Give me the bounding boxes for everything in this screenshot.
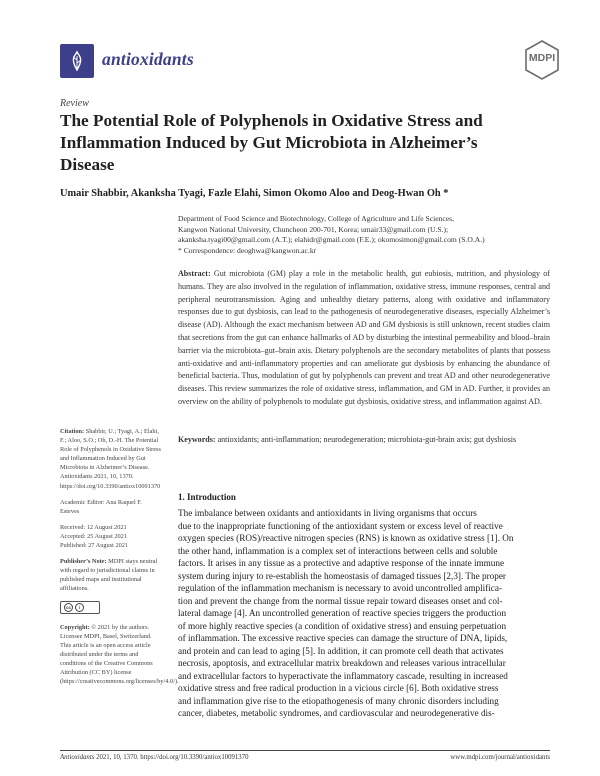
cc-license-badge[interactable] xyxy=(60,601,100,614)
introduction-body xyxy=(178,507,550,720)
citation-label: Citation: xyxy=(60,428,85,435)
mdpi-wordmark: MDPI xyxy=(528,52,556,64)
intro-line: and protein and can lead to aging [5]. In addition, it can promote cell death that activates xyxy=(178,645,504,656)
journal-header xyxy=(60,44,560,78)
article-type: Review xyxy=(60,98,89,109)
correspondence-line[interactable]: * Correspondence: deoghwa@kangwon.ac.kr xyxy=(178,245,317,255)
abstract xyxy=(178,268,550,409)
abstract-label: Abstract: xyxy=(178,269,211,278)
publisher-note xyxy=(60,557,162,593)
cc-icon: cc xyxy=(65,604,71,610)
attribution-icon: i xyxy=(75,603,84,612)
author-list: Umair Shabbir, Akanksha Tyagi, Fazle Elahi, Simon Okomo Aloo and Deog-Hwan Oh * xyxy=(60,188,449,199)
intro-line: cancer, diabetes, metabolic syndromes, and cardiovascular and neurodegenerative dis- xyxy=(178,708,495,718)
accepted-date: Accepted: 25 August 2021 xyxy=(60,532,127,540)
footer-divider xyxy=(60,750,550,751)
published-date: Published: 27 August 2021 xyxy=(60,542,129,550)
intro-line: system during injury to re-establish the homeostasis of damaged tissues [2,3]. The proper xyxy=(178,570,506,581)
abstract-text: Gut microbiota (GM) play a role in the metabolic health, gut eubiosis, nutrition, and physiology of humans. They are also involved in the regulation of inflammation, oxidative stress, immune responses, central and peripheral neurotransmission. Aging and unhealthy dietary patterns, along with oxidative and inflammatory responses due to gut dysbiosis, can lead to the pathogenesis of neurodegenerative diseases, especially Alzheimer’s disease (AD). Although the exact mechanism between AD and GM dysbiosis is still unknown, recent studies claim that secretions from the gut can enhance hallmarks of AD by disturbing the intestinal permeability and blood–brain barrier via the microbiota–gut–brain axis. Dietary polyphenols are the secondary metabolites of plants that possess anti-oxidative and anti-inflammatory properties and can ameliorate gut dysbiosis by enhancing the abundance of beneficial bacteria. Thus, modulation of gut by polyphenols can prevent and treat AD and other neurodegenerative diseases. This review summarizes the role of oxidative stress, inflammation, and GM in AD. Further, it provides an overview on the ability of polyphenols to modulate gut dysbiosis, oxidative stress, and inflammation against AD. xyxy=(178,269,550,406)
academic-editor: Academic Editor: Ana Raquel F. Esteves xyxy=(60,498,142,515)
intro-line: of more highly reactive species (a condition of oxidative stress) and ensuing perpetuation xyxy=(178,620,507,631)
intro-line: of inflammation. The excessive reactive species can damage the structure of DNA, lipids, xyxy=(178,633,508,643)
keywords-text: antioxidants; anti-inflammation; neurodegeneration; microbiota-gut-brain axis; gut dysbiosis xyxy=(217,435,517,444)
article-title: The Potential Role of Polyphenols in Oxidative Stress and Inflammation Induced by Gut Microbiota in Alzheimer’s Disease xyxy=(60,111,483,174)
journal-logo-icon xyxy=(60,44,94,78)
publisher-note-text: MDPI stays neutral with regard to jurisdictional claims in published maps and institutional affiliations. xyxy=(60,558,158,593)
section-heading: 1. Introduction xyxy=(178,492,236,502)
intro-line: necrosis, apoptosis, and extracellular matrix breakdown and releases various intracellular xyxy=(178,658,506,668)
intro-line: the other hand, inflammation is a complex set of interactions between cells and soluble xyxy=(178,545,498,556)
intro-line: tion and prevent the change from the normal tissue repair toward diseases onset and col- xyxy=(178,595,503,606)
citation-text[interactable]: Shabbir, U.; Tyagi, A.; Elahi, F.; Aloo, S.O.; Oh, D.-H. The Potential Role of Polyphenols in Oxidative Stress and Inflammation Induced by Gut Microbiota in Alzheimer’s Disease. Antioxidants 2021, 10, 1370. https://doi.org/10.3390/antiox10091370 xyxy=(60,428,161,490)
dates-block xyxy=(60,523,162,550)
copyright-label: Copyright: xyxy=(60,623,90,631)
intro-line: oxygen species (ROS)/reactive nitrogen species (RNS) is known as oxidative stress [1]. On xyxy=(178,533,514,543)
intro-line: due to the inappropriate functioning of the antioxidant system or excess level of reactive xyxy=(178,520,503,531)
copyright-text[interactable]: © 2021 by the authors. Licensee MDPI, Basel, Switzerland. This article is an open access article distributed under the terms and conditions of the Creative Commons Attribution (CC BY) license (https://creativecommons.org/licenses/by/4.0/). xyxy=(60,623,179,686)
article-info-sidebar xyxy=(60,427,179,693)
intro-line: factors. It arises in any tissue as a protective and adaptive response of the innate immune xyxy=(178,558,505,568)
keywords xyxy=(178,434,550,447)
intro-line: The imbalance between oxidants and antioxidants in living organisms that occurs xyxy=(178,508,477,518)
publisher-note-label: Publisher’s Note: xyxy=(60,558,107,566)
intro-line: and inflammation give rise to the etiopathogenesis of many chronic disorders including xyxy=(178,695,499,706)
received-date: Received: 12 August 2021 xyxy=(60,523,127,531)
intro-line: lateral damage [4]. An uncontrolled generation of reactive species triggers the production xyxy=(178,608,507,618)
mdpi-logo-icon[interactable] xyxy=(524,40,560,80)
footer-doi[interactable]: 2021, 10, 1370. https://doi.org/10.3390/antiox10091370 xyxy=(96,754,249,761)
footer-journal: Antioxidants xyxy=(60,754,95,761)
intro-line: oxidative stress and free radical production in a vicious circle [6]. Both oxidative stress xyxy=(178,683,499,693)
intro-line: and extracellular factors to hyperactivate the inflammatory cascade, resulting in increased xyxy=(178,670,508,681)
affiliation-line: Kangwon National University, Chuncheon 200-701, Korea; umair33@gmail.com (U.S.); xyxy=(178,224,449,234)
footer-citation xyxy=(60,754,249,761)
journal-name[interactable]: antioxidants xyxy=(102,49,194,69)
copyright-block xyxy=(60,623,179,687)
keywords-label: Keywords: xyxy=(178,435,216,444)
footer-url[interactable]: www.mdpi.com/journal/antioxidants xyxy=(450,754,550,761)
citation-block xyxy=(60,427,162,491)
affiliation-block xyxy=(178,214,548,256)
intro-line: regulation of the inflammation mechanism is necessary to avoid uncontrolled amplifica- xyxy=(178,583,503,593)
affiliation-line: Department of Food Science and Biotechnology, College of Agriculture and Life Sciences, xyxy=(178,214,454,223)
affiliation-line[interactable]: akanksha.tyagi00@gmail.com (A.T.); elahidr@gmail.com (F.E.); okomosimon@gmail.com (S.O.A.) xyxy=(178,235,485,245)
